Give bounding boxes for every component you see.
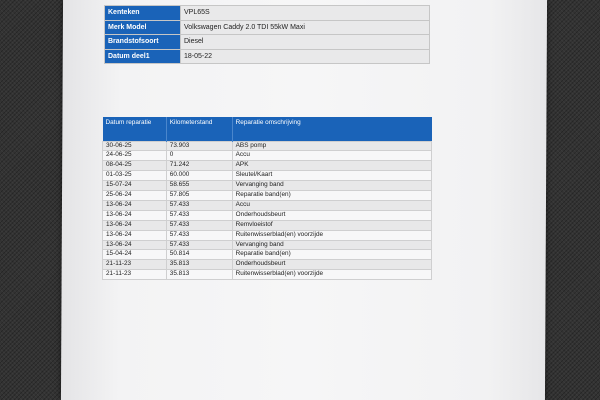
- repair-date-cell: 25-06-24: [103, 191, 167, 201]
- repair-history-body: [103, 141, 432, 280]
- table-row: [103, 240, 432, 250]
- repair-mileage-cell: 57.433: [166, 230, 232, 240]
- header-row: [103, 117, 432, 141]
- repair-description-cell: Vervanging band: [232, 240, 431, 250]
- repair-date-cell: 30-06-25: [103, 141, 167, 151]
- repair-description-cell: Ruitenwisserblad(en) voorzijde: [232, 270, 431, 280]
- repair-description-cell: Accu: [232, 151, 431, 161]
- repair-description-cell: Remvloeistof: [232, 220, 431, 230]
- table-row: [103, 210, 432, 220]
- vehicle-info-table: [104, 5, 430, 64]
- repair-date-cell: 08-04-25: [103, 161, 167, 171]
- repair-date-cell: 13-06-24: [103, 230, 167, 240]
- vehicle-info-value: 18-05-22: [181, 49, 430, 64]
- repair-mileage-cell: 57.433: [166, 220, 232, 230]
- table-row: [103, 181, 432, 191]
- repair-date-cell: 13-06-24: [103, 210, 167, 220]
- repair-mileage-cell: 35.813: [166, 270, 232, 280]
- table-row: [103, 270, 432, 280]
- table-row: [103, 191, 432, 201]
- table-row: [103, 260, 432, 270]
- header-date: Datum reparatie: [103, 117, 167, 141]
- table-row: [103, 200, 432, 210]
- header-mileage: Kilometerstand: [166, 117, 232, 141]
- repair-date-cell: 13-06-24: [103, 200, 167, 210]
- repair-description-cell: Ruitenwisserblad(en) voorzijde: [232, 230, 431, 240]
- repair-history-header: [103, 117, 432, 141]
- repair-mileage-cell: 60.000: [166, 171, 232, 181]
- repair-date-cell: 21-11-23: [103, 270, 167, 280]
- table-row: [103, 161, 432, 171]
- repair-date-cell: 21-11-23: [103, 260, 167, 270]
- vehicle-info-row: [105, 35, 430, 50]
- vehicle-info-label: Datum deel1: [105, 49, 181, 64]
- repair-date-cell: 13-06-24: [103, 220, 167, 230]
- repair-date-cell: 01-03-25: [103, 171, 167, 181]
- repair-mileage-cell: 57.433: [166, 240, 232, 250]
- vehicle-info-label: Merk Model: [105, 20, 181, 35]
- repair-mileage-cell: 57.433: [166, 200, 232, 210]
- repair-mileage-cell: 73.903: [166, 141, 232, 151]
- repair-history-table: [102, 117, 432, 280]
- vehicle-info-row: [105, 6, 430, 21]
- repair-description-cell: Sleutel/Kaart: [232, 171, 431, 181]
- table-row: [103, 220, 432, 230]
- table-row: [103, 230, 432, 240]
- table-row: [103, 141, 432, 151]
- header-description: Reparatie omschrijving: [232, 117, 431, 141]
- repair-description-cell: Vervanging band: [232, 181, 431, 191]
- vehicle-info-value: Volkswagen Caddy 2.0 TDI 55kW Maxi: [181, 20, 430, 35]
- repair-mileage-cell: 57.433: [166, 210, 232, 220]
- repair-mileage-cell: 58.655: [166, 181, 232, 191]
- repair-date-cell: 13-06-24: [103, 240, 167, 250]
- repair-description-cell: ABS pomp: [232, 141, 431, 151]
- repair-description-cell: Reparatie band(en): [232, 191, 431, 201]
- vehicle-info-label: Kenteken: [105, 6, 181, 21]
- repair-mileage-cell: 71.242: [166, 161, 232, 171]
- repair-description-cell: APK: [232, 161, 431, 171]
- repair-description-cell: Reparatie band(en): [232, 250, 431, 260]
- vehicle-info-body: [105, 6, 430, 64]
- vehicle-info-value: VPL65S: [181, 6, 430, 21]
- repair-date-cell: 15-04-24: [103, 250, 167, 260]
- repair-mileage-cell: 57.805: [166, 191, 232, 201]
- repair-mileage-cell: 50.814: [166, 250, 232, 260]
- vehicle-info-row: [105, 20, 430, 35]
- repair-mileage-cell: 35.813: [166, 260, 232, 270]
- table-row: [103, 250, 432, 260]
- repair-description-cell: Onderhoudsbeurt: [232, 210, 431, 220]
- vehicle-info-label: Brandstofsoort: [105, 35, 181, 50]
- table-row: [103, 151, 432, 161]
- vehicle-info-value: Diesel: [181, 35, 430, 50]
- repair-date-cell: 15-07-24: [103, 181, 167, 191]
- repair-description-cell: Accu: [232, 200, 431, 210]
- vehicle-info-row: [105, 49, 430, 64]
- repair-mileage-cell: 0: [166, 151, 232, 161]
- repair-description-cell: Onderhoudsbeurt: [232, 260, 431, 270]
- table-row: [103, 171, 432, 181]
- repair-date-cell: 24-06-25: [103, 151, 167, 161]
